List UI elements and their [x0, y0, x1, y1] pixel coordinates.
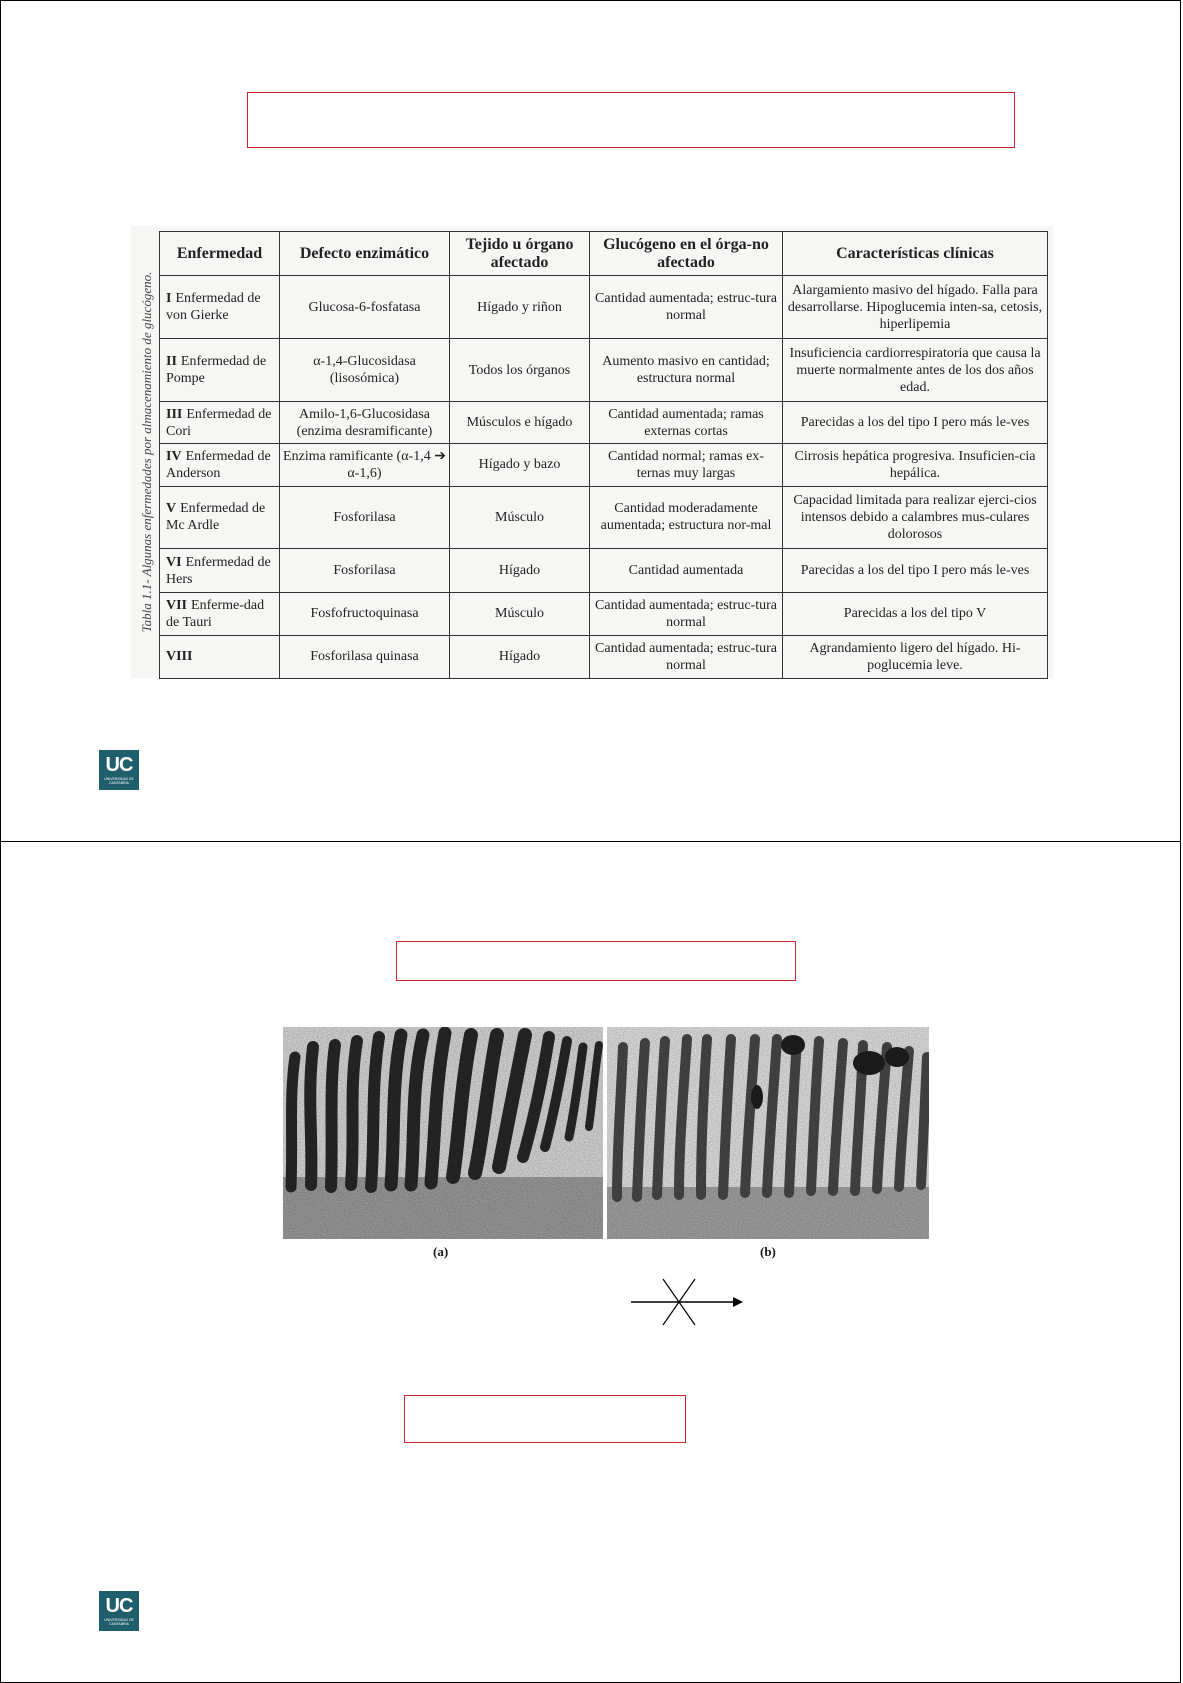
blocked-arrow-icon	[629, 1276, 744, 1328]
glycogen-cell: Cantidad moderadamente aumentada; estructura nor-mal	[590, 486, 783, 548]
tissue-cell: Hígado	[450, 635, 590, 678]
disease-cell: VI Enfermedad de Hers	[160, 549, 280, 593]
slide-1	[0, 0, 1181, 842]
tissue-cell: Músculos e hígado	[450, 401, 590, 443]
header-caracteristicas: Características clínicas	[783, 232, 1048, 276]
defect-cell: Fosforilasa	[280, 486, 450, 548]
table-row	[160, 593, 1048, 635]
defect-cell: Glucosa-6-fosfatasa	[280, 276, 450, 339]
clinical-cell: Capacidad limitada para realizar ejerci-cios intensos debido a calambres mus-culares dolorosos	[783, 486, 1048, 548]
glycogen-cell: Cantidad aumentada; ramas externas cortas	[590, 401, 783, 443]
defect-cell: α-1,4-Glucosidasa (lisosómica)	[280, 339, 450, 401]
tissue-cell: Todos los órganos	[450, 339, 590, 401]
table-row	[160, 549, 1048, 593]
tissue-cell: Músculo	[450, 593, 590, 635]
slide-2	[0, 841, 1181, 1683]
header-defecto: Defecto enzimático	[280, 232, 450, 276]
micrograph-b	[607, 1027, 929, 1239]
disease-cell: III Enfermedad de Cori	[160, 401, 280, 443]
table-row	[160, 276, 1048, 339]
disease-cell: II Enfermedad de Pompe	[160, 339, 280, 401]
clinical-cell: Insuficiencia cardiorrespiratoria que causa la muerte normalmente antes de los dos años edad.	[783, 339, 1048, 401]
defect-cell: Enzima ramificante (α-1,4 ➔ α-1,6)	[280, 444, 450, 486]
slide2-title-box	[396, 941, 796, 981]
tissue-cell: Hígado y riñon	[450, 276, 590, 339]
glycogen-disease-table	[159, 231, 1048, 679]
glycogen-cell: Cantidad aumentada; estruc-tura normal	[590, 635, 783, 678]
disease-cell: IV Enfermedad de Anderson	[160, 444, 280, 486]
clinical-cell: Cirrosis hepática progresiva. Insuficien-cia hepálica.	[783, 444, 1048, 486]
defect-cell: Fosforilasa	[280, 549, 450, 593]
micrograph-a	[283, 1027, 603, 1239]
tissue-cell: Hígado y bazo	[450, 444, 590, 486]
clinical-cell: Parecidas a los del tipo I pero más le-ves	[783, 549, 1048, 593]
panel-a-label: (a)	[433, 1244, 449, 1259]
defect-cell: Amilo-1,6-Glucosidasa (enzima desramificante)	[280, 401, 450, 443]
table-row	[160, 401, 1048, 443]
glycogen-cell: Cantidad aumentada; estruc-tura normal	[590, 276, 783, 339]
micrograph-b-image	[607, 1027, 929, 1239]
micrograph-a-image	[283, 1027, 603, 1239]
defect-cell: Fosforilasa quinasa	[280, 635, 450, 678]
tissue-cell: Músculo	[450, 486, 590, 548]
disease-cell: VIII	[160, 635, 280, 678]
table-row	[160, 339, 1048, 401]
clinical-cell: Agrandamiento ligero del hígado. Hi-poglucemia leve.	[783, 635, 1048, 678]
clinical-cell: Parecidas a los del tipo I pero más le-ves	[783, 401, 1048, 443]
header-enfermedad: Enfermedad	[160, 232, 280, 276]
table-row	[160, 486, 1048, 548]
table-row	[160, 635, 1048, 678]
glycogen-cell: Cantidad normal; ramas ex-ternas muy largas	[590, 444, 783, 486]
glycogen-cell: Aumento masivo en cantidad; estructura normal	[590, 339, 783, 401]
header-glucogeno: Glucógeno en el órga-no afectado	[590, 232, 783, 276]
uc-logo: UC UNIVERSIDAD DE CANTABRIA	[99, 750, 139, 790]
table-row	[160, 444, 1048, 486]
clinical-cell: Alargamiento masivo del hígado. Falla para desarrollarse. Hipoglucemia inten-sa, cetosis, hiperlipemia	[783, 276, 1048, 339]
disease-cell: V Enfermedad de Mc Ardle	[160, 486, 280, 548]
glycogen-cell: Cantidad aumentada	[590, 549, 783, 593]
glycogen-disease-table-scan	[131, 226, 1053, 678]
disease-cell: I Enfermedad de von Gierke	[160, 276, 280, 339]
panel-b-label: (b)	[760, 1244, 776, 1259]
uc-logo: UC UNIVERSIDAD DE CANTABRIA	[99, 1591, 139, 1631]
glycogen-cell: Cantidad aumentada; estruc-tura normal	[590, 593, 783, 635]
slide1-title-box	[247, 92, 1015, 148]
clinical-cell: Parecidas a los del tipo V	[783, 593, 1048, 635]
defect-cell: Fosfofructoquinasa	[280, 593, 450, 635]
table-caption: Tabla 1.1- Algunas enfermedades por almacenamiento de glucógeno.	[139, 271, 154, 633]
table-header-row	[160, 232, 1048, 276]
tissue-cell: Hígado	[450, 549, 590, 593]
slide2-label-box	[404, 1395, 686, 1443]
disease-cell: VII Enferme-dad de Tauri	[160, 593, 280, 635]
header-tejido: Tejido u órgano afectado	[450, 232, 590, 276]
